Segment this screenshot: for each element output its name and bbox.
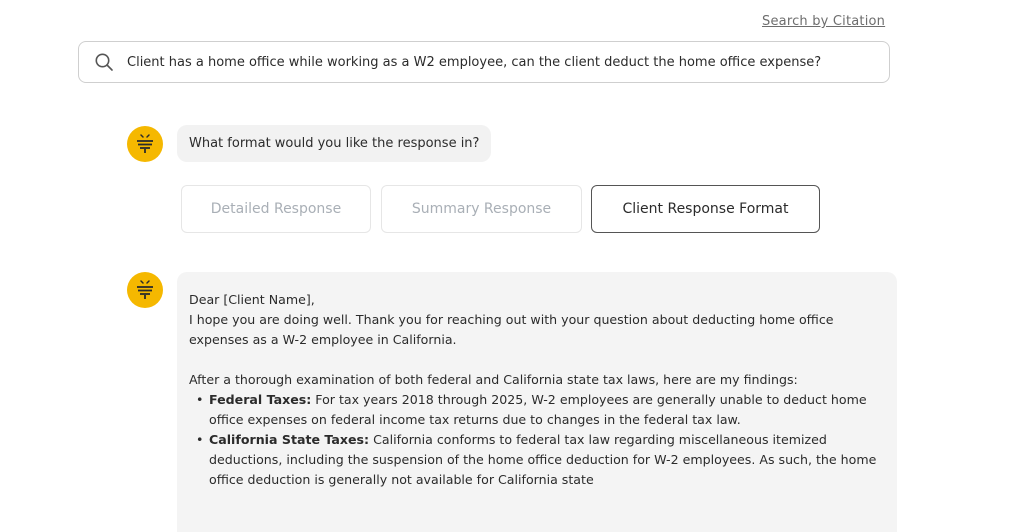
summary-response-button[interactable]: Summary Response: [381, 185, 582, 233]
search-bar[interactable]: [78, 41, 890, 83]
search-by-citation-link[interactable]: Search by Citation: [762, 14, 886, 29]
bee-logo-icon: [135, 133, 155, 155]
detailed-response-button[interactable]: Detailed Response: [181, 185, 371, 233]
assistant-avatar: [127, 126, 163, 162]
bullet-title: Federal Taxes:: [209, 392, 312, 407]
assistant-question-bubble: What format would you like the response in?: [177, 125, 491, 162]
paragraph-gap: [189, 350, 885, 370]
bullet-text: California conforms to federal tax law regarding miscellaneous itemized deductions, including the suspension of the home office deduction for W-2 employees. As such, the home office deduction is generally not available for California state: [209, 432, 877, 487]
assistant-response-card: [177, 272, 897, 532]
bullet-title: California State Taxes:: [209, 432, 370, 447]
bullet-text: For tax years 2018 through 2025, W-2 employees are generally unable to deduct home office expenses on federal income tax returns due to changes in the federal tax law.: [209, 392, 867, 427]
client-response-format-button[interactable]: Client Response Format: [591, 185, 820, 233]
response-intro: I hope you are doing well. Thank you for reaching out with your question about deducting home office expenses as a W-2 employee in California.: [189, 312, 834, 347]
bee-logo-icon: [135, 279, 155, 301]
response-greeting: Dear [Client Name],: [189, 292, 315, 307]
list-item: [189, 430, 885, 490]
list-item: [189, 390, 885, 430]
search-input[interactable]: [127, 55, 887, 70]
findings-list: [189, 390, 885, 490]
assistant-avatar: [127, 272, 163, 308]
response-findings-intro: After a thorough examination of both federal and California state tax laws, here are my findings:: [189, 372, 798, 387]
search-icon: [93, 51, 115, 73]
